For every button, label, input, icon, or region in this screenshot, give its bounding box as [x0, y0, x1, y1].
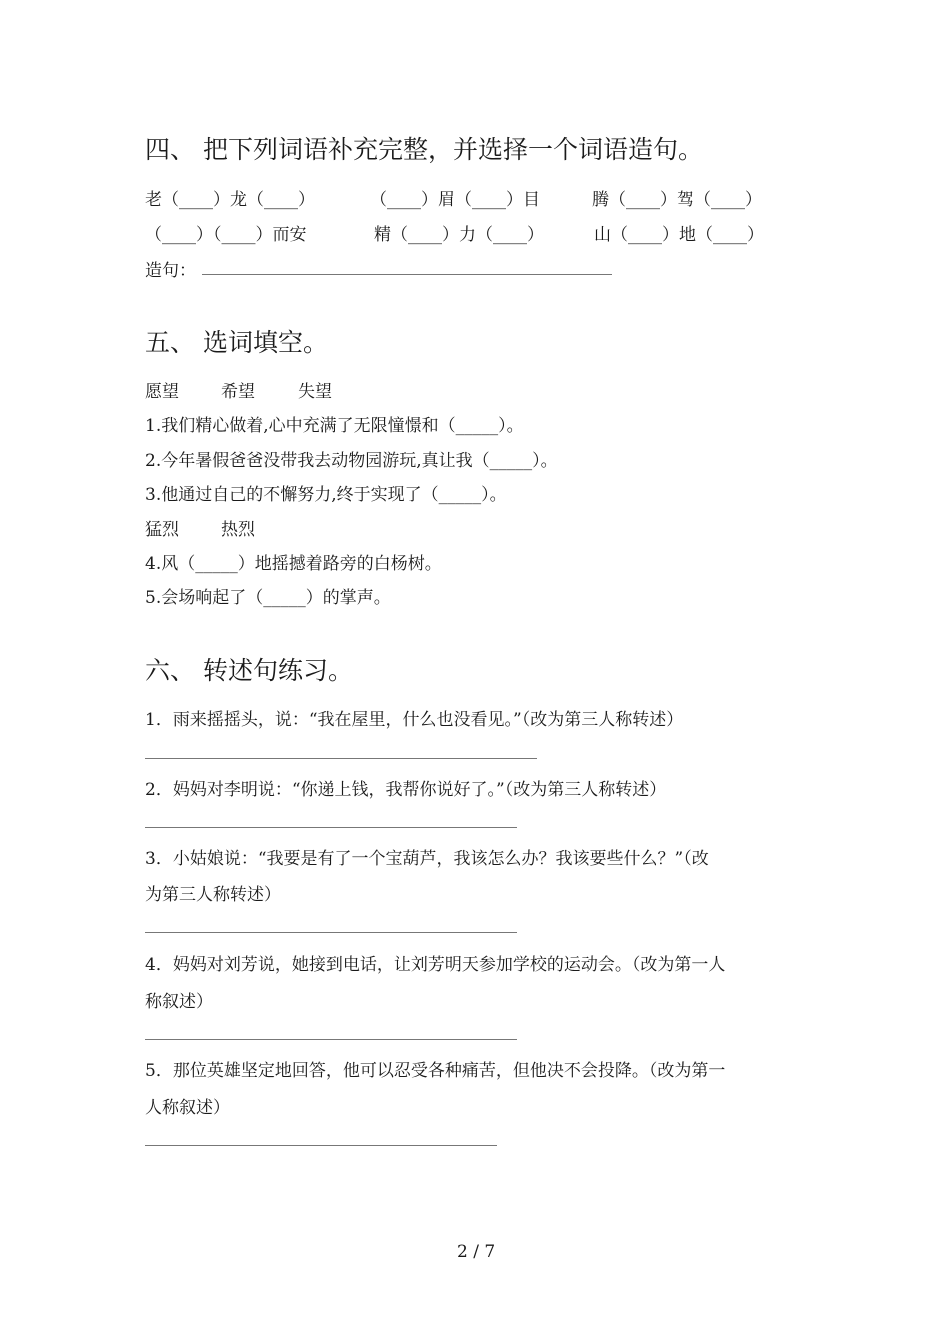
idiom-blank-6: 山（____）地（____）: [594, 225, 764, 245]
sentence-answer-line[interactable]: [202, 274, 612, 275]
answer-line-5[interactable]: [145, 1145, 497, 1146]
question-5-line-1: 5．那位英雄坚定地回答，他可以忍受各种痛苦，但他决不会投降。（改为第一: [145, 1061, 726, 1081]
answer-line-4[interactable]: [145, 1039, 517, 1040]
idiom-blank-2: （____）眉（____）目: [370, 190, 540, 210]
fill-item-2: 2.今年暑假爸爸没带我去动物园游玩,真让我（_____）。: [145, 451, 558, 471]
sentence-label: 造句：: [145, 261, 196, 281]
question-4-line-1: 4．妈妈对刘芳说，她接到电话，让刘芳明天参加学校的运动会。（改为第一人: [145, 955, 726, 975]
question-4-line-2: 称叙述）: [145, 992, 213, 1012]
word-option-5: 热烈: [221, 520, 255, 540]
idiom-blank-3: 腾（____）驾（____）: [592, 190, 762, 210]
section5-heading: 五、 选词填空。: [145, 328, 328, 357]
idiom-blank-1: 老（____）龙（____）: [145, 190, 315, 210]
fill-item-1: 1.我们精心做着,心中充满了无限憧憬和（_____）。: [145, 416, 524, 436]
question-5-line-2: 人称叙述）: [145, 1098, 230, 1118]
fill-item-5: 5.会场响起了（_____）的掌声。: [145, 588, 391, 608]
answer-line-3[interactable]: [145, 932, 517, 933]
page-number: 2 / 7: [457, 1242, 496, 1262]
section4-heading: 四、 把下列词语补充完整，并选择一个词语造句。: [145, 135, 703, 164]
idiom-blank-4: （____）（____）而安: [145, 225, 307, 245]
question-3-line-1: 3．小姑娘说：“我要是有了一个宝葫芦，我该怎么办？我该要些什么？”（改: [145, 849, 709, 869]
word-option-3: 失望: [298, 382, 332, 402]
question-1: 1．雨来摇摇头，说：“我在屋里，什么也没看见。”（改为第三人称转述）: [145, 710, 684, 730]
idiom-blank-5: 精（____）力（____）: [374, 225, 544, 245]
question-2: 2．妈妈对李明说：“你递上钱，我帮你说好了。”（改为第三人称转述）: [145, 780, 667, 800]
section6-heading: 六、 转述句练习。: [145, 656, 353, 685]
fill-item-4: 4.风（_____）地摇撼着路旁的白杨树。: [145, 554, 442, 574]
question-3-line-2: 为第三人称转述）: [145, 885, 281, 905]
word-option-4: 猛烈: [145, 520, 179, 540]
answer-line-2[interactable]: [145, 827, 517, 828]
word-option-1: 愿望: [145, 382, 179, 402]
fill-item-3: 3.他通过自己的不懈努力,终于实现了（_____）。: [145, 485, 507, 505]
word-option-2: 希望: [221, 382, 255, 402]
answer-line-1[interactable]: [145, 758, 537, 759]
